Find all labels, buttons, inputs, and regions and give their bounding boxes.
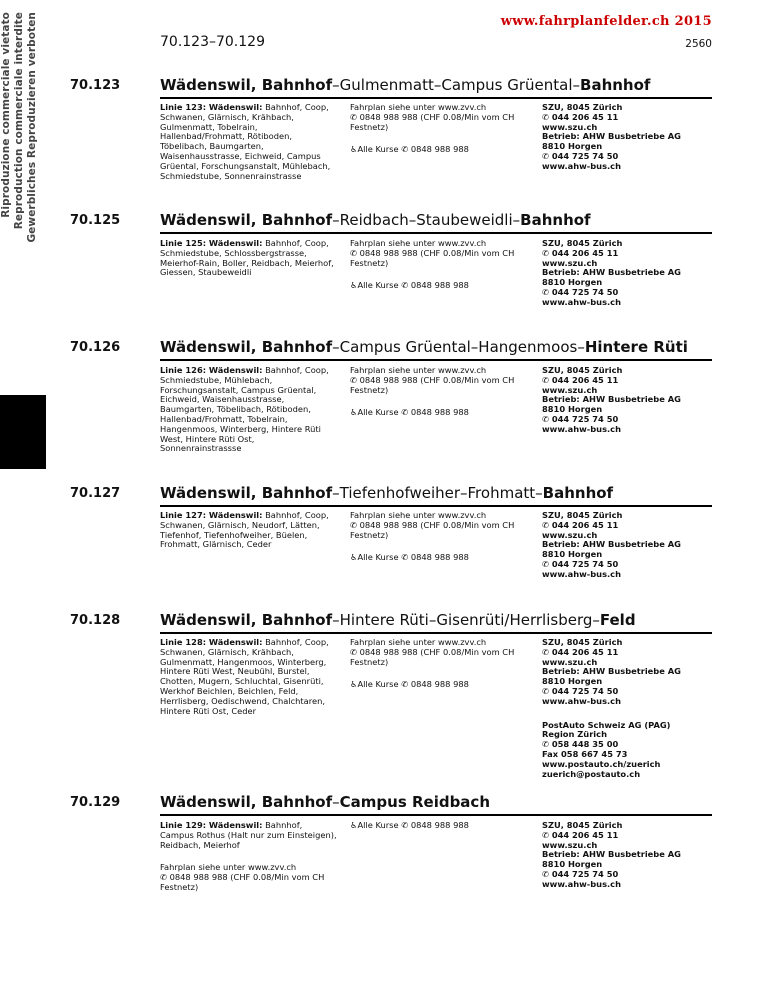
- operator-website: www.szu.ch: [542, 121, 598, 132]
- route-title: [160, 211, 712, 234]
- line-label: Linie 123: Wädenswil:: [160, 102, 263, 112]
- operator-phone: 044 206 45 11: [551, 374, 619, 385]
- route-via: –Reidbach–Staubeweidli–: [332, 211, 521, 229]
- route-destination: Campus Reidbach: [339, 793, 490, 811]
- page-number: 2560: [685, 38, 712, 50]
- operator-website: www.szu.ch: [542, 656, 598, 667]
- phone-icon: ✆: [542, 646, 549, 657]
- operator-phone: 044 206 45 11: [551, 829, 619, 840]
- line-stops: Bahnhof, Coop, Schwanen, Glärnisch, Krähbach, Gulmenmatt, Tobelrain, Hallenbad/Frohmatt, Rötiboden, Töbelibach, Baumgarten, Waisenhausstrasse, Eichweid, Campus Grüental, Forschungsanstalt, Mühlebach, Schmiedstube, Sonnenrainstrasse: [160, 102, 331, 181]
- operator-name: SZU, 8045 Zürich: [542, 637, 623, 647]
- operator-info: [542, 638, 722, 779]
- phone-icon: ✆: [542, 558, 549, 569]
- line-label: Linie 129: Wädenswil:: [160, 820, 263, 830]
- fahrplan-phone: 0848 988 988 (CHF 0.08/Min vom CH Festnetz): [350, 519, 515, 540]
- line-label: Linie 127: Wädenswil:: [160, 510, 263, 520]
- operator-location: 8810 Horgen: [542, 859, 603, 870]
- phone-icon: ✆: [542, 247, 549, 258]
- operator-betrieb: Betrieb: AHW Busbetriebe AG: [542, 666, 681, 677]
- operator2-fax: Fax 058 667 45 73: [542, 748, 628, 759]
- phone-icon: ✆: [542, 286, 549, 297]
- fahrplan-phone: 0848 988 988 (CHF 0.08/Min vom CH Festnetz): [350, 247, 515, 268]
- fahrplan-phone: 0848 988 988 (CHF 0.08/Min vom CH Festnetz): [350, 646, 515, 667]
- route-title: [160, 484, 712, 507]
- route-via: –Gulmenmatt–Campus Grüental–: [332, 76, 581, 94]
- route-destination: Bahnhof: [520, 211, 591, 229]
- phone-icon: ✆: [350, 374, 357, 385]
- operator-phone: 044 206 45 11: [551, 111, 619, 122]
- timetable-info: [350, 239, 530, 291]
- phone-icon: ✆: [401, 552, 409, 563]
- fahrplan-phone: 0848 988 988 (CHF 0.08/Min vom CH Festnetz): [160, 872, 325, 892]
- operator-phone2: 044 725 74 50: [551, 685, 619, 696]
- operator-phone2: 044 725 74 50: [551, 286, 619, 297]
- operator-website2: www.ahw-bus.ch: [542, 423, 621, 434]
- page-range-title: 70.123–70.129: [160, 34, 265, 50]
- operator2-name: PostAuto Schweiz AG (PAG): [542, 719, 671, 730]
- timetable-number: 70.127: [70, 486, 121, 501]
- route-origin: Wädenswil, Bahnhof: [160, 76, 333, 94]
- operator-website: www.szu.ch: [542, 839, 598, 850]
- operator-location: 8810 Horgen: [542, 141, 603, 152]
- route-destination: Feld: [599, 611, 636, 629]
- timetable-info: [350, 366, 530, 418]
- timetable-info: [350, 638, 530, 690]
- line-stops: Bahnhof, Campus Rothus (Halt nur zum Einsteigen), Reidbach, Meierhof: [160, 820, 337, 850]
- route-destination: Hintere Rüti: [584, 338, 688, 356]
- operator-location: 8810 Horgen: [542, 676, 603, 687]
- timetable-number: 70.129: [70, 795, 121, 810]
- phone-icon: ✆: [542, 829, 549, 840]
- operator-info: [542, 511, 722, 580]
- phone-icon: ✆: [542, 685, 549, 696]
- phone-icon: ✆: [542, 868, 549, 879]
- copyright-sidebar: [0, 12, 48, 242]
- phone-icon: ✆: [542, 519, 549, 530]
- line-stops: Bahnhof, Coop, Schwanen, Glärnisch, Neudorf, Lätten, Tiefenhof, Tiefenhofweiher, Büelen, Frohmatt, Glärnisch, Ceder: [160, 510, 329, 550]
- phone-icon: ✆: [401, 144, 409, 155]
- line-description: [160, 821, 338, 893]
- alle-kurse-phone: 0848 988 988: [410, 820, 469, 830]
- copyright-notice-fr: Reproduction commerciale interdite: [13, 12, 25, 230]
- fahrplan-text: Fahrplan siehe unter www.zvv.ch: [350, 102, 487, 112]
- operator-name: SZU, 8045 Zürich: [542, 820, 623, 830]
- phone-icon: ✆: [350, 247, 357, 258]
- fahrplan-text: Fahrplan siehe unter www.zvv.ch: [350, 637, 487, 647]
- operator-website: www.szu.ch: [542, 384, 598, 395]
- fahrplan-text: Fahrplan siehe unter www.zvv.ch: [350, 365, 487, 375]
- operator-phone: 044 206 45 11: [551, 247, 619, 258]
- alle-kurse-label: Alle Kurse: [357, 144, 399, 155]
- accessible-icon: ♿: [350, 144, 358, 155]
- route-title: [160, 793, 712, 816]
- alle-kurse-label: Alle Kurse: [357, 679, 399, 690]
- alle-kurse-phone: 0848 988 988: [410, 679, 469, 690]
- operator-info: [542, 366, 722, 435]
- route-title: [160, 338, 712, 361]
- phone-icon: ✆: [542, 150, 549, 161]
- route-origin: Wädenswil, Bahnhof: [160, 338, 333, 356]
- phone-icon: ✆: [401, 679, 409, 690]
- line-stops: Bahnhof, Coop, Schmiedstube, Mühlebach, Forschungsanstalt, Campus Grüental, Eichweid, Waisenhausstrasse, Baumgarten, Töbelibach, Rötiboden, Hallenbad/Frohmatt, Tobelrain, Hangenmoos, Winterberg, Hintere Rüti West, Hintere Rüti Ost, Sonnenrainstrassse: [160, 365, 329, 454]
- alle-kurse-phone: 0848 988 988: [410, 552, 469, 563]
- section-tab-marker: [0, 395, 46, 469]
- operator-website2: www.ahw-bus.ch: [542, 568, 621, 579]
- operator-betrieb: Betrieb: AHW Busbetriebe AG: [542, 849, 681, 860]
- operator-website: www.szu.ch: [542, 257, 598, 268]
- phone-icon: ✆: [350, 519, 357, 530]
- phone-icon: ✆: [401, 820, 409, 830]
- accessible-icon: ♿: [350, 679, 358, 690]
- copyright-notice-de: Gewerbliches Reproduzieren verboten: [26, 12, 38, 243]
- operator-website2: www.ahw-bus.ch: [542, 878, 621, 889]
- phone-icon: ✆: [542, 111, 549, 122]
- operator-phone2: 044 725 74 50: [551, 868, 619, 879]
- phone-icon: ✆: [401, 280, 409, 291]
- operator2-website: www.postauto.ch/zuerich: [542, 758, 661, 769]
- operator-website2: www.ahw-bus.ch: [542, 296, 621, 307]
- line-description: [160, 239, 338, 278]
- line-description: [160, 103, 338, 181]
- operator-phone: 044 206 45 11: [551, 646, 619, 657]
- phone-icon: ✆: [160, 872, 167, 883]
- route-origin: Wädenswil, Bahnhof: [160, 611, 333, 629]
- operator-name: SZU, 8045 Zürich: [542, 365, 623, 375]
- alle-kurse-phone: 0848 988 988: [410, 144, 469, 155]
- operator-website: www.szu.ch: [542, 529, 598, 540]
- line-label: Linie 126: Wädenswil:: [160, 365, 263, 375]
- line-label: Linie 128: Wädenswil:: [160, 637, 263, 647]
- operator-name: SZU, 8045 Zürich: [542, 510, 623, 520]
- phone-icon: ✆: [350, 111, 357, 122]
- accessible-icon: ♿: [350, 552, 358, 563]
- phone-icon: ✆: [542, 374, 549, 385]
- line-description: [160, 511, 338, 550]
- accessible-icon: ♿: [350, 820, 358, 830]
- timetable-number: 70.125: [70, 213, 121, 228]
- route-via: –: [332, 793, 340, 811]
- fahrplan-text: Fahrplan siehe unter www.zvv.ch: [160, 862, 297, 873]
- operator2-email: zuerich@postauto.ch: [542, 768, 641, 779]
- operator-location: 8810 Horgen: [542, 404, 603, 415]
- timetable-number: 70.123: [70, 78, 121, 93]
- timetable-info: [350, 821, 530, 831]
- operator2-region: Region Zürich: [542, 729, 607, 740]
- operator-website2: www.ahw-bus.ch: [542, 160, 621, 171]
- route-destination: Bahnhof: [542, 484, 614, 502]
- line-description: [160, 638, 338, 716]
- operator-website2: www.ahw-bus.ch: [542, 695, 621, 706]
- operator-betrieb: Betrieb: AHW Busbetriebe AG: [542, 394, 681, 405]
- route-origin: Wädenswil, Bahnhof: [160, 484, 333, 502]
- timetable-info: [350, 511, 530, 563]
- fahrplan-text: Fahrplan siehe unter www.zvv.ch: [350, 238, 487, 248]
- route-via: –Campus Grüental–Hangenmoos–: [332, 338, 585, 356]
- timetable-number: 70.128: [70, 613, 121, 628]
- alle-kurse-label: Alle Kurse: [357, 407, 399, 418]
- route-origin: Wädenswil, Bahnhof: [160, 211, 333, 229]
- phone-icon: ✆: [401, 407, 409, 418]
- alle-kurse-phone: 0848 988 988: [410, 280, 469, 291]
- operator-betrieb: Betrieb: AHW Busbetriebe AG: [542, 131, 681, 142]
- alle-kurse-label: Alle Kurse: [357, 280, 399, 291]
- phone-icon: ✆: [542, 739, 549, 750]
- fahrplan-phone: 0848 988 988 (CHF 0.08/Min vom CH Festnetz): [350, 111, 515, 132]
- operator-phone2: 044 725 74 50: [551, 558, 619, 569]
- site-url: www.fahrplanfelder.ch 2015: [500, 14, 712, 29]
- route-via: –Tiefenhofweiher–Frohmatt–: [332, 484, 543, 502]
- accessible-icon: ♿: [350, 407, 358, 418]
- operator-phone2: 044 725 74 50: [551, 413, 619, 424]
- operator-betrieb: Betrieb: AHW Busbetriebe AG: [542, 267, 681, 278]
- operator-location: 8810 Horgen: [542, 549, 603, 560]
- fahrplan-phone: 0848 988 988 (CHF 0.08/Min vom CH Festnetz): [350, 374, 515, 395]
- fahrplan-text: Fahrplan siehe unter www.zvv.ch: [350, 510, 487, 520]
- operator-betrieb: Betrieb: AHW Busbetriebe AG: [542, 539, 681, 550]
- route-origin: Wädenswil, Bahnhof: [160, 793, 333, 811]
- line-label: Linie 125: Wädenswil:: [160, 238, 263, 248]
- alle-kurse-label: Alle Kurse: [357, 552, 399, 563]
- accessible-icon: ♿: [350, 280, 358, 291]
- operator-name: SZU, 8045 Zürich: [542, 238, 623, 248]
- operator-phone: 044 206 45 11: [551, 519, 619, 530]
- route-title: [160, 611, 712, 634]
- line-stops: Bahnhof, Coop, Schwanen, Glärnisch, Krähbach, Gulmenmatt, Hangenmoos, Winterberg, Hintere Rüti West, Neubühl, Burstel, Chotten, Mugern, Schluchtal, Gisenrüti, Werkhof Beichlen, Beichlen, Feld, Herrlisberg, Oedischwend, Chalchtaren, Hintere Rüti Ost, Ceder: [160, 637, 329, 716]
- operator-location: 8810 Horgen: [542, 277, 603, 288]
- route-title: [160, 76, 712, 99]
- copyright-notice-it: Riproduzione commerciale vietato: [0, 12, 12, 218]
- alle-kurse-phone: 0848 988 988: [410, 407, 469, 418]
- route-destination: Bahnhof: [580, 76, 651, 94]
- operator-phone2: 044 725 74 50: [551, 150, 619, 161]
- operator-info: [542, 239, 722, 308]
- operator-name: SZU, 8045 Zürich: [542, 102, 623, 112]
- line-description: [160, 366, 338, 454]
- line-stops: Bahnhof, Coop, Schmiedstube, Schlossbergstrasse, Meierhof-Rain, Boller, Reidbach, Meierhof, Giessen, Staubeweidli: [160, 238, 334, 278]
- operator2-phone: 058 448 35 00: [551, 739, 619, 750]
- timetable-info: [350, 103, 530, 155]
- operator-info: [542, 821, 722, 890]
- timetable-number: 70.126: [70, 340, 121, 355]
- phone-icon: ✆: [350, 646, 357, 657]
- alle-kurse-label: Alle Kurse: [357, 820, 399, 830]
- operator-info: [542, 103, 722, 172]
- route-via: –Hintere Rüti–Gisenrüti/Herrlisberg–: [332, 611, 600, 629]
- phone-icon: ✆: [542, 413, 549, 424]
